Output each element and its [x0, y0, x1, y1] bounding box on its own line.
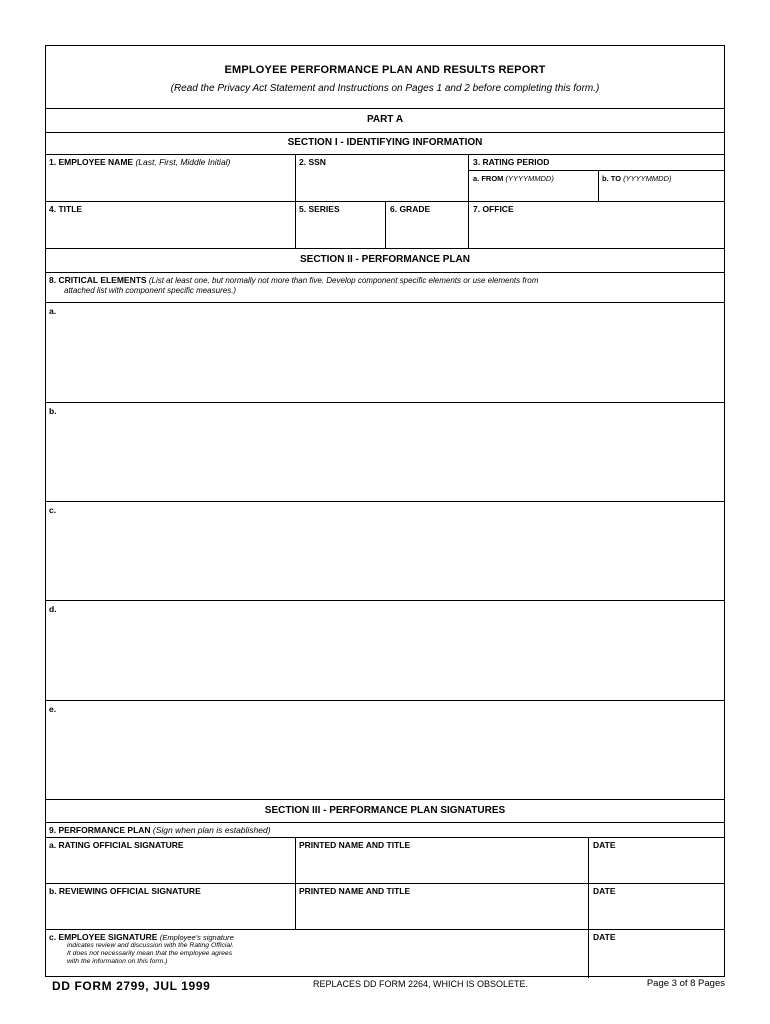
office-label: 7. OFFICE — [473, 204, 514, 214]
divider — [46, 154, 724, 155]
reviewing-official-date-field[interactable] — [593, 886, 616, 896]
reviewing-official-printed-name-field[interactable] — [299, 886, 410, 896]
divider — [46, 799, 724, 800]
date-label: DATE — [593, 840, 616, 850]
rating-from-field[interactable] — [473, 174, 554, 183]
divider — [385, 201, 386, 248]
ssn-label: 2. SSN — [299, 157, 326, 167]
rating-official-printed-name-field[interactable] — [299, 840, 410, 850]
divider — [468, 154, 469, 201]
critical-element-e[interactable]: e. — [49, 704, 57, 714]
form-id: DD FORM 2799, JUL 1999 — [52, 979, 211, 993]
date-label: DATE — [593, 886, 616, 896]
rating-from-hint: (YYYYMMDD) — [505, 174, 554, 183]
rating-official-date-field[interactable] — [593, 840, 616, 850]
employee-signature-label: c. EMPLOYEE SIGNATURE — [49, 932, 158, 942]
divider — [46, 600, 724, 601]
divider — [46, 402, 724, 403]
series-label: 5. SERIES — [299, 204, 340, 214]
form-title: EMPLOYEE PERFORMANCE PLAN AND RESULTS REPORT — [224, 64, 546, 76]
reviewing-official-signature-label: b. REVIEWING OFFICIAL SIGNATURE — [49, 886, 201, 896]
rating-to-hint: (YYYYMMDD) — [623, 174, 672, 183]
series-field[interactable] — [299, 204, 340, 214]
reviewing-official-signature-field[interactable] — [49, 886, 201, 896]
form-subtitle: (Read the Privacy Act Statement and Instructions on Pages 1 and 2 before completing this form.) — [170, 83, 600, 94]
employee-signature-field[interactable] — [49, 932, 379, 966]
date-label: DATE — [593, 932, 616, 942]
critical-elements-hint-1: (List at least one, but normally not more than five. Develop component specific elements or use elements from — [148, 276, 539, 285]
divider — [295, 201, 296, 248]
divider — [598, 170, 599, 201]
replaces-notice: REPLACES DD FORM 2264, WHICH IS OBSOLETE. — [313, 979, 529, 989]
critical-element-b[interactable]: b. — [49, 406, 57, 416]
divider — [46, 272, 724, 273]
divider — [46, 501, 724, 502]
divider — [295, 154, 296, 201]
divider — [588, 837, 589, 978]
printed-name-label: PRINTED NAME AND TITLE — [299, 886, 411, 896]
rating-period-label: 3. RATING PERIOD — [473, 157, 550, 167]
rating-to-field[interactable] — [602, 174, 671, 183]
employee-name-hint: (Last, First, Middle Initial) — [135, 157, 231, 167]
performance-plan-label-group — [49, 825, 271, 835]
critical-elements-instructions — [49, 275, 719, 296]
employee-name-label: 1. EMPLOYEE NAME — [49, 157, 134, 167]
divider — [46, 248, 724, 249]
divider — [468, 170, 724, 171]
critical-element-a[interactable]: a. — [49, 306, 57, 316]
divider — [295, 837, 296, 883]
grade-label: 6. GRADE — [390, 204, 431, 214]
rating-from-label: a. FROM — [473, 174, 504, 183]
divider — [46, 822, 724, 823]
page-number: Page 3 of 8 Pages — [646, 978, 725, 989]
critical-elements-hint-2: attached list with component specific measures.) — [64, 286, 237, 295]
grade-field[interactable] — [390, 204, 430, 214]
critical-element-d[interactable]: d. — [49, 604, 57, 614]
section-2-heading: SECTION II - PERFORMANCE PLAN — [299, 254, 470, 265]
divider — [295, 883, 296, 929]
divider — [46, 132, 724, 133]
performance-plan-hint: (Sign when plan is established) — [152, 825, 271, 835]
divider — [46, 837, 724, 838]
divider — [46, 302, 724, 303]
printed-name-label: PRINTED NAME AND TITLE — [299, 840, 411, 850]
performance-plan-label: 9. PERFORMANCE PLAN — [49, 825, 151, 835]
employee-signature-hint-2: indicates review and discussion with the Rating Official. — [67, 942, 234, 949]
employee-signature-hint-1: (Employee's signature — [159, 933, 234, 942]
section-1-heading: SECTION I - IDENTIFYING INFORMATION — [287, 137, 483, 148]
employee-date-field[interactable] — [593, 932, 616, 942]
rating-to-label: b. TO — [602, 174, 622, 183]
employee-signature-hint-4: with the information on this form.) — [67, 958, 168, 965]
title-field[interactable] — [49, 204, 82, 214]
divider — [46, 700, 724, 701]
office-field[interactable] — [473, 204, 514, 214]
employee-name-field[interactable] — [49, 157, 230, 167]
rating-official-signature-label: a. RATING OFFICIAL SIGNATURE — [49, 840, 184, 850]
performance-plan-form — [45, 45, 725, 977]
divider — [468, 201, 469, 248]
critical-element-c[interactable]: c. — [49, 505, 57, 515]
divider — [46, 883, 724, 884]
rating-official-signature-field[interactable] — [49, 840, 184, 850]
title-label: 4. TITLE — [49, 204, 83, 214]
divider — [46, 929, 724, 930]
ssn-field[interactable] — [299, 157, 326, 167]
part-a-heading: PART A — [366, 114, 404, 125]
critical-elements-label: 8. CRITICAL ELEMENTS — [49, 275, 147, 285]
employee-signature-hint-3: It does not necessarily mean that the employee agrees — [67, 950, 233, 957]
divider — [46, 108, 724, 109]
section-3-heading: SECTION III - PERFORMANCE PLAN SIGNATURES — [264, 805, 506, 816]
